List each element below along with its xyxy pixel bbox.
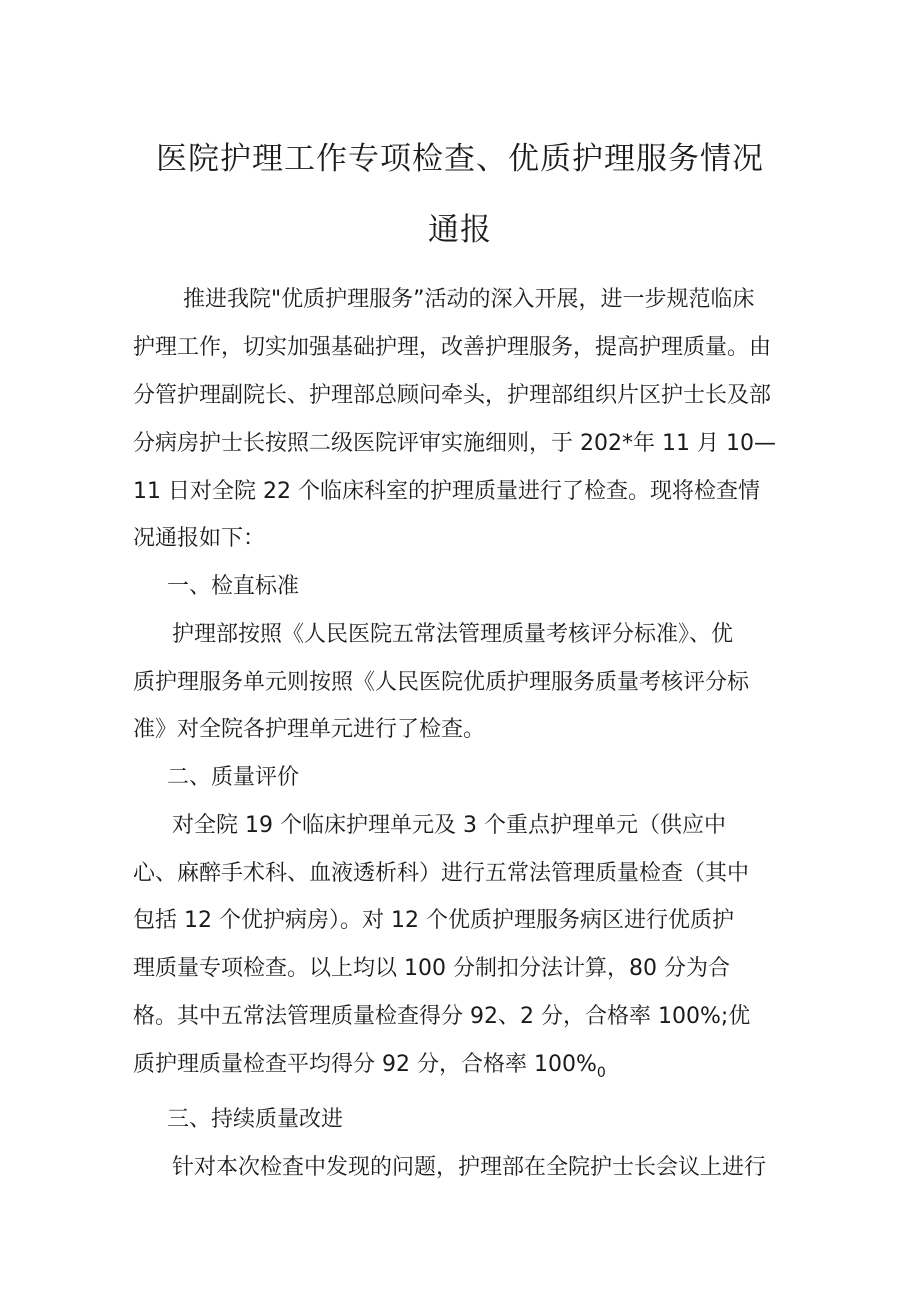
section-3-line-1: 针对本次检査中发现的问题，护理部在全院护士长会议上进行 (172, 1155, 767, 1180)
section-2-heading: 二、质量评价 (167, 765, 300, 790)
section-2-line-5: 格。其中五常法管理质量检查得分 92、2 分，合格率 100%;优 (133, 1004, 751, 1029)
section-2-line-6-subscript: 0 (596, 1065, 606, 1081)
intro-line-4: 分病房护士长按照二级医院评审实施细则，于 202*年 11 月 10— (133, 431, 776, 456)
section-2-line-6 (133, 1050, 606, 1088)
section-1-line-1: 护理部按照《人民医院五常法管理质量考核评分标准》、优 (172, 622, 734, 647)
intro-line-1: 推进我院"优质护理服务”活动的深入开展，进一步规范临床 (183, 287, 755, 312)
section-2-line-6-text: 质护理质量检查平均得分 92 分，合格率 100% (133, 1052, 597, 1077)
section-2-line-3: 包括 12 个优护病房）。对 12 个优质护理服务病区进行优质护 (133, 908, 734, 933)
section-1-line-3: 准》对全院各护理单元进行了检查。 (133, 717, 486, 742)
section-2-line-1: 对全院 19 个临床护理单元及 3 个重点护理单元（供应中 (172, 813, 726, 838)
section-2-line-4: 理质量专项检查。以上均以 100 分制扣分法计算，80 分为合 (133, 956, 730, 981)
intro-line-3: 分管护理副院长、护理部总顾问牵头，护理部组织片区护士长及部 (133, 383, 772, 408)
section-2-line-2: 心、麻醉手术科、血液透析科）进行五常法管理质量检查（其中 (133, 861, 750, 886)
section-3-heading: 三、持续质量改进 (167, 1107, 344, 1132)
section-1-heading: 一、检直标准 (167, 574, 300, 599)
document-title-line-1: 医院护理工作专项检查、优质护理服务情况 (156, 141, 764, 177)
intro-line-5: 11 日对全院 22 个临床科室的护理质量进行了检查。现将检查情 (133, 479, 760, 504)
intro-line-2: 护理工作，切实加强基础护理，改善护理服务，提高护理质量。由 (133, 335, 772, 360)
document-title-line-2: 通报 (428, 212, 492, 248)
section-1-line-2: 质护理服务单元则按照《人民医院优质护理服务质量考核评分标 (133, 670, 750, 695)
intro-line-6: 况通报如下： (133, 526, 266, 551)
